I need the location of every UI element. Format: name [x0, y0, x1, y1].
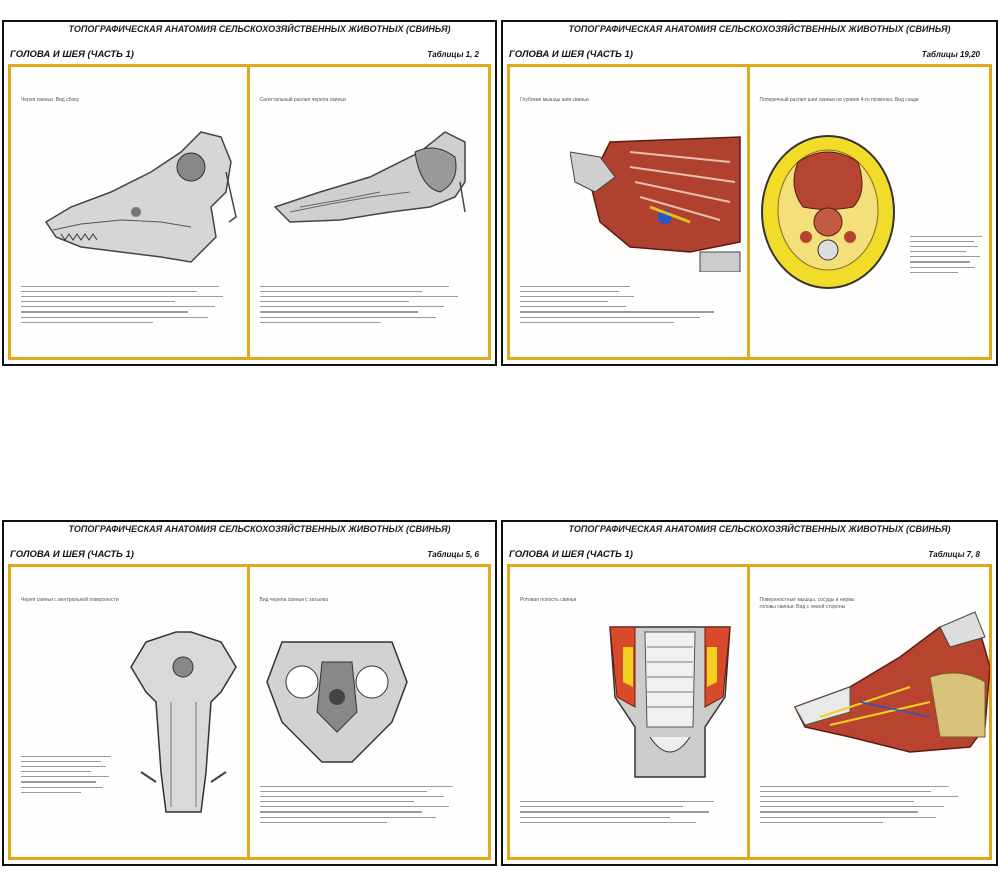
panel-left — [510, 567, 750, 857]
panel-caption: Вид черепа свиньи с затылка — [259, 597, 328, 603]
panel-right — [250, 67, 489, 357]
legend — [520, 286, 740, 328]
poster-title: ТОПОГРАФИЧЕСКАЯ АНАТОМИЯ СЕЛЬСКОХОЗЯЙСТВЕННЫХ ЖИВОТНЫХ (СВИНЬЯ) — [568, 524, 951, 534]
panel-caption: Поверхностные мышцы, сосуды и нервы головы свиньи. Вид с левой стороны — [759, 597, 855, 610]
legend — [260, 786, 480, 828]
poster-header — [4, 22, 495, 64]
table-number: Таблицы 7, 8 — [928, 550, 980, 559]
poster-header — [4, 522, 495, 564]
panel-right — [750, 67, 990, 357]
panel-caption: Ротовая полость свиньи — [520, 597, 577, 603]
table-number: Таблицы 19,20 — [921, 50, 980, 59]
panel-caption: Глубокие мышцы шеи свиньи — [520, 97, 589, 103]
head-muscles-illustration — [790, 607, 990, 757]
panel-left — [510, 67, 750, 357]
panel-caption: Сагиттальный распил черепа свиньи — [259, 97, 346, 103]
poster-2 — [501, 20, 998, 366]
legend — [520, 801, 740, 827]
poster-title: ТОПОГРАФИЧЕСКАЯ АНАТОМИЯ СЕЛЬСКОХОЗЯЙСТВЕННЫХ ЖИВОТНЫХ (СВИНЬЯ) — [68, 24, 451, 34]
section-title: ГОЛОВА И ШЕЯ (ЧАСТЬ 1) — [10, 549, 134, 560]
pig-skull-sagittal-illustration — [270, 112, 470, 242]
panel-right — [750, 567, 990, 857]
poster-header — [503, 22, 996, 64]
section-title: ГОЛОВА И ШЕЯ (ЧАСТЬ 1) — [509, 549, 633, 560]
poster-header — [503, 522, 996, 564]
panel-left — [11, 67, 250, 357]
panel-caption: Поперечный распил шеи свиньи на уровне 4-го позвонка. Вид сзади — [759, 97, 919, 103]
poster-frame — [507, 564, 992, 860]
table-number: Таблицы 1, 2 — [427, 50, 479, 59]
legend — [910, 236, 990, 278]
table-number: Таблицы 5, 6 — [427, 550, 479, 559]
legend — [21, 286, 241, 328]
poster-frame — [8, 64, 491, 360]
poster-1 — [2, 20, 497, 366]
section-title: ГОЛОВА И ШЕЯ (ЧАСТЬ 1) — [509, 49, 633, 60]
legend — [260, 286, 480, 328]
pig-skull-lateral-illustration — [41, 112, 241, 272]
poster-3 — [2, 520, 497, 866]
poster-title: ТОПОГРАФИЧЕСКАЯ АНАТОМИЯ СЕЛЬСКОХОЗЯЙСТВЕННЫХ ЖИВОТНЫХ (СВИНЬЯ) — [68, 524, 451, 534]
panel-caption: Череп свиньи. Вид сбоку — [21, 97, 79, 103]
panel-caption: Череп свиньи с вентральной поверхности — [21, 597, 119, 603]
neck-cross-section-illustration — [758, 132, 898, 292]
legend — [760, 786, 980, 828]
legend — [21, 756, 121, 798]
poster-title: ТОПОГРАФИЧЕСКАЯ АНАТОМИЯ СЕЛЬСКОХОЗЯЙСТВЕННЫХ ЖИВОТНЫХ (СВИНЬЯ) — [568, 24, 951, 34]
poster-frame — [8, 564, 491, 860]
poster-4 — [501, 520, 998, 866]
oral-cavity-illustration — [605, 617, 735, 787]
section-title: ГОЛОВА И ШЕЯ (ЧАСТЬ 1) — [10, 49, 134, 60]
panel-left — [11, 567, 250, 857]
pig-skull-occipital-illustration — [262, 622, 412, 772]
neck-muscles-illustration — [570, 122, 745, 272]
panel-right — [250, 567, 489, 857]
pig-skull-ventral-illustration — [126, 622, 241, 822]
poster-frame — [507, 64, 992, 360]
